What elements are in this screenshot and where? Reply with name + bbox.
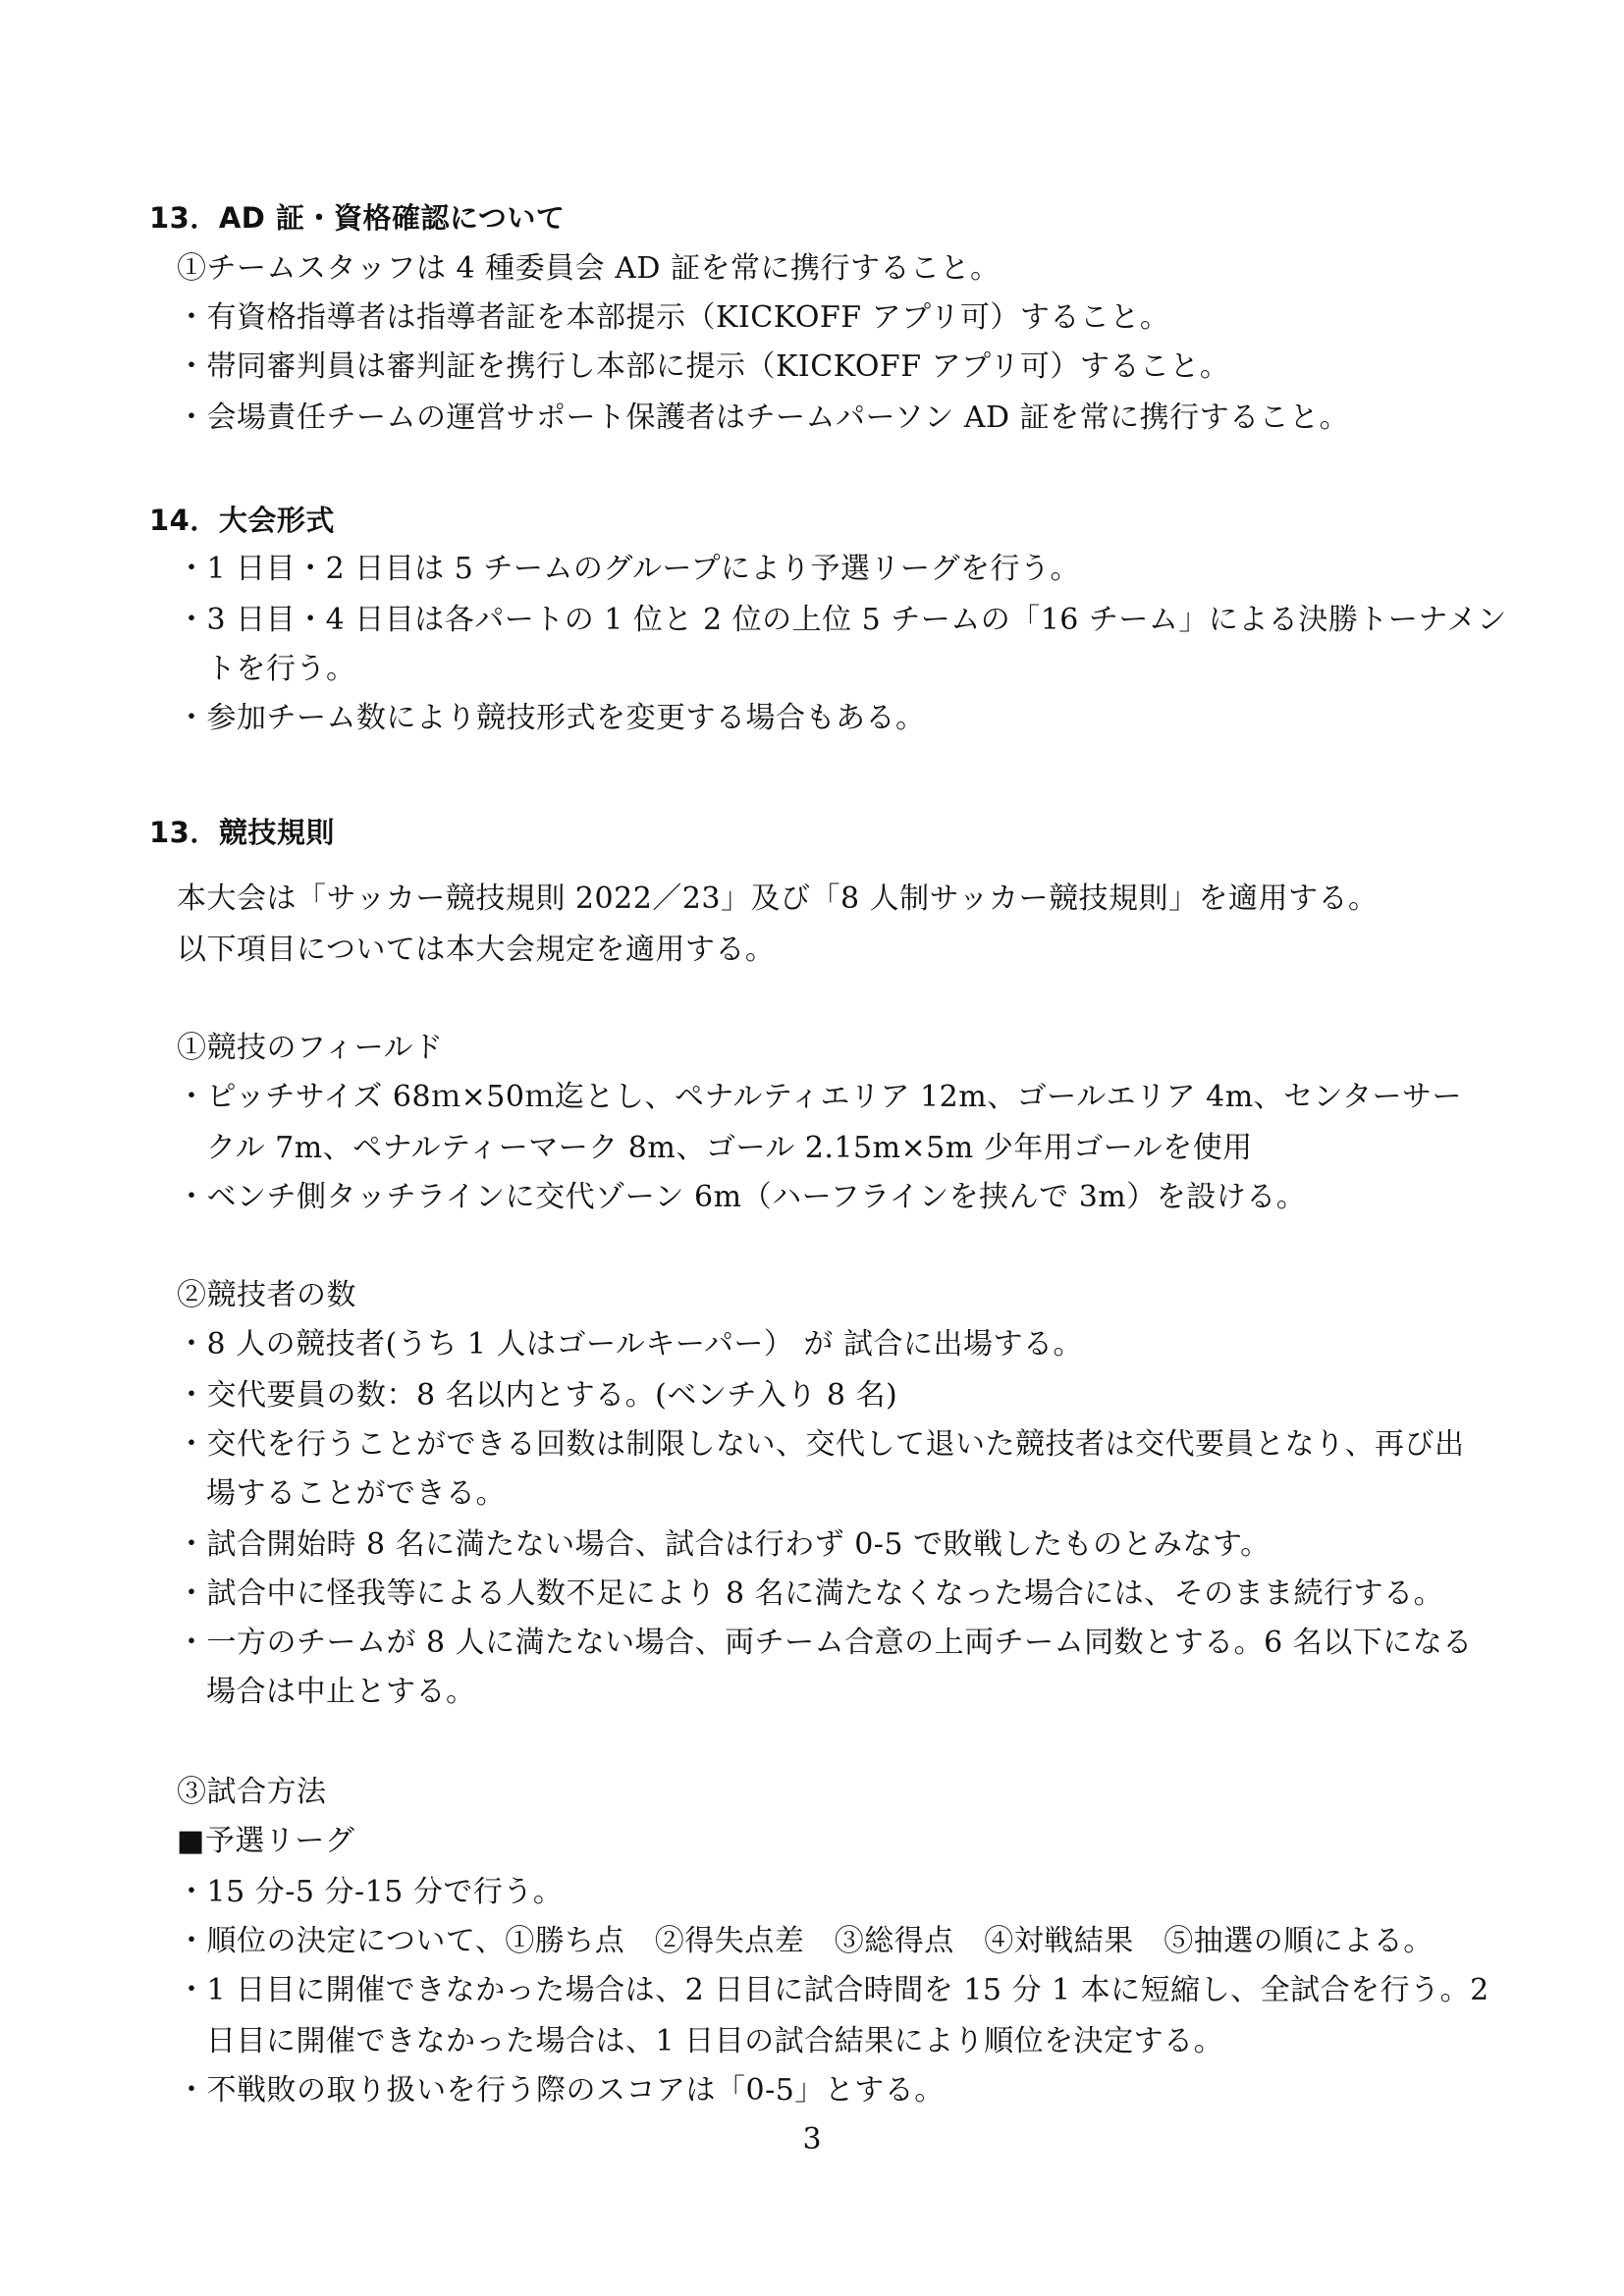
players-title: ②競技者の数 [177,1278,356,1312]
rules-intro-2: 以下項目については本大会規定を適用する。 [177,933,776,967]
ad-line-1: ①チームスタッフは 4 種委員会 AD 証を常に携行すること。 [177,251,1001,286]
players-line-6: ・試合中に怪我等による人数不足により 8 名に満たなくなった場合には、そのまま続行する。 [177,1576,1444,1611]
format-line-3: トを行う。 [206,652,356,686]
section-heading-ad: 13．AD 証・資格確認について [149,201,566,235]
players-line-3: ・交代を行うことができる回数は制限しない、交代して退いた競技者は交代要員となり、再び出 [177,1427,1465,1462]
players-line-7: ・一方のチームが 8 人に満たない場合、両チーム合意の上両チーム同数とする。6 名以下になる [177,1626,1473,1660]
format-line-2: ・3 日目・4 日目は各パートの 1 位と 2 位の上位 5 チームの「16 チーム」による決勝トーナメン [177,603,1507,637]
ad-line-3: ・帯同審判員は審判証を携行し本部に提示（KICKOFF アプリ可）すること。 [177,349,1230,384]
field-title: ①競技のフィールド [177,1031,444,1065]
ad-line-2: ・有資格指導者は指導者証を本部提示（KICKOFF アプリ可）すること。 [177,300,1170,335]
section-heading-format: 14．大会形式 [149,504,335,537]
match-line-5: ・不戦敗の取り扱いを行う際のスコアは「0-5」とする。 [177,2073,945,2108]
players-line-1: ・8 人の競技者(うち 1 人はゴールキーパー） が 試合に出場する。 [177,1327,1083,1362]
players-line-2: ・交代要員の数：8 名以内とする。(ベンチ入り 8 名) [177,1378,898,1413]
format-line-1: ・1 日目・2 日目は 5 チームのグループにより予選リーグを行う。 [177,552,1081,586]
match-line-2: ・順位の決定について、①勝ち点 ②得失点差 ③総得点 ④対戦結果 ⑤抽選の順による。 [177,1924,1434,1958]
players-line-5: ・試合開始時 8 名に満たない場合、試合は行わず 0-5 で敗戦したものとみなす。 [177,1527,1271,1562]
format-line-4: ・参加チーム数により競技形式を変更する場合もある。 [177,701,926,735]
match-title: ③試合方法 [177,1775,327,1809]
match-subtitle: ■予選リーグ [177,1824,355,1858]
page-number: 3 [802,2122,822,2157]
match-line-3: ・1 日目に開催できなかった場合は、2 日目に試合時間を 15 分 1 本に短縮し、全試合を行う。2 [177,1973,1489,2007]
players-line-4: 場することができる。 [206,1476,506,1511]
match-line-1: ・15 分-5 分-15 分で行う。 [177,1875,564,1909]
field-line-3: ・ベンチ側タッチラインに交代ゾーン 6m（ハーフラインを挟んで 3m）を設ける。 [177,1180,1307,1214]
section-heading-rules: 13．競技規則 [149,816,335,849]
ad-line-4: ・会場責任チームの運営サポート保護者はチームパーソン AD 証を常に携行すること。 [177,400,1350,435]
match-line-4: 日目に開催できなかった場合は、1 日目の試合結果により順位を決定する。 [206,2024,1224,2058]
field-line-2: クル 7m、ペナルティーマーク 8m、ゴール 2.15m×5m 少年用ゴールを使用 [206,1131,1253,1165]
rules-intro-1: 本大会は「サッカー競技規則 2022／23」及び「8 人制サッカー競技規則」を適用する。 [177,881,1379,916]
players-line-8: 場合は中止とする。 [206,1675,476,1709]
field-line-1: ・ピッチサイズ 68ｍ×50ｍ迄とし、ペナルティエリア 12m、ゴールエリア 4m、センターサー [177,1080,1462,1114]
